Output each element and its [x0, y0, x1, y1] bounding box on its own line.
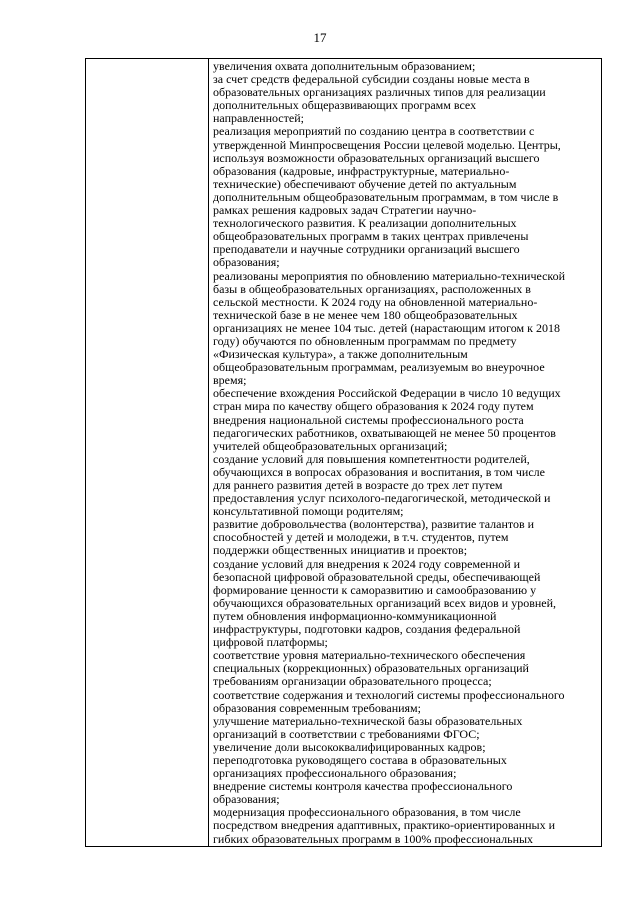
- content-table: [85, 58, 602, 847]
- text-line: стран мира по качеству общего образования к 2024 году путем: [213, 399, 534, 414]
- text-line: консультативной помощи родителям;: [213, 504, 404, 519]
- text-block: [213, 59, 598, 846]
- text-line: утвержденной Минпросвещения России целевой моделью. Центры,: [213, 137, 561, 152]
- text-line: рамках решения кадровых задач Стратегии научно-: [213, 203, 477, 218]
- text-line: дополнительным общеобразовательным программам, в том числе в: [213, 189, 559, 204]
- text-line: «Физическая культура», а также дополнительным: [213, 347, 468, 362]
- text-line: инфраструктуры, подготовки кадров, создания федеральной: [213, 622, 521, 637]
- text-line: образования;: [213, 792, 280, 807]
- text-line: году) обучаются по обновленным программам по предмету: [213, 333, 517, 348]
- text-line: обеспечение вхождения Российской Федерации в число 10 ведущих: [213, 386, 561, 401]
- text-line: учителей общеобразовательных организаций;: [213, 438, 448, 453]
- text-line: образования (кадровые, инфраструктурные, материально-: [213, 163, 510, 178]
- text-line: используя возможности образовательных организаций высшего: [213, 150, 540, 165]
- right-column-cell: [209, 59, 602, 847]
- text-line: обучающихся образовательных организаций всех видов и уровней,: [213, 595, 557, 610]
- text-line: реализация мероприятий по созданию центра в соответствии с: [213, 124, 535, 139]
- text-line: образования современным требованиям;: [213, 700, 421, 715]
- text-line: педагогических работников, охватывающей не менее 50 процентов: [213, 425, 556, 440]
- text-line: соответствие уровня материально-технического обеспечения: [213, 648, 526, 663]
- text-line: обучающихся в вопросах образования и воспитания, в том числе: [213, 464, 545, 479]
- text-line: создание условий для внедрения к 2024 году современной и: [213, 556, 521, 571]
- text-line: организациях не менее 104 тыс. детей (нарастающим итогом к 2018: [213, 320, 560, 335]
- text-line: образовательных организациях различных типов для реализации: [213, 85, 546, 100]
- text-line: соответствие содержания и технологий системы профессионального: [213, 687, 565, 702]
- text-line: преподаватели и научные сотрудники организаций высшего: [213, 242, 520, 257]
- text-line: развитие добровольчества (волонтерства), развитие талантов и: [213, 517, 535, 532]
- text-line: увеличение доли высококвалифицированных кадров;: [213, 739, 486, 754]
- text-line: увеличения охвата дополнительным образованием;: [213, 59, 476, 73]
- text-line: создание условий для повышения компетентности родителей,: [213, 451, 530, 466]
- text-line: дополнительных общеразвивающих программ всех: [213, 98, 477, 113]
- text-line: технические) обеспечивают обучение детей по актуальным: [213, 176, 517, 191]
- text-line: технологического развития. К реализации дополнительных: [213, 216, 517, 231]
- text-line: направленностей;: [213, 111, 304, 126]
- text-line: специальных (коррекционных) образовательных организаций: [213, 661, 529, 676]
- text-line: внедрение системы контроля качества профессионального: [213, 779, 513, 794]
- text-line: цифровой платформы;: [213, 635, 328, 650]
- text-line: общеобразовательных программ в таких центрах привлечены: [213, 229, 529, 244]
- page-number: 17: [313, 30, 327, 45]
- text-line: переподготовка руководящего состава в образовательных: [213, 752, 507, 767]
- text-line: требованиям организации образовательного процесса;: [213, 674, 492, 689]
- text-line: гибких образовательных программ в 100% профессиональных: [213, 831, 534, 846]
- text-line: сельской местности. К 2024 году на обновленной материально-: [213, 294, 538, 309]
- text-line: внедрения национальной системы профессионального роста: [213, 412, 524, 427]
- text-line: базы в общеобразовательных организациях, расположенных в: [213, 281, 531, 296]
- table-row: [86, 59, 602, 847]
- text-line: модернизация профессионального образования, в том числе: [213, 805, 521, 820]
- text-line: время;: [213, 373, 247, 388]
- text-line: образования;: [213, 255, 280, 270]
- text-line: путем обновления информационно-коммуникационной: [213, 608, 497, 623]
- left-column-cell: [86, 59, 209, 847]
- text-line: организациях профессионального образования;: [213, 766, 457, 781]
- text-line: общеобразовательным программам, реализуемым во внеурочное: [213, 360, 545, 375]
- text-line: для раннего развития детей в возрасте до трех лет путем: [213, 478, 503, 492]
- text-line: за счет средств федеральной субсидии созданы новые места в: [213, 72, 530, 87]
- text-line: поддержки общественных инициатив и проектов;: [213, 543, 468, 558]
- text-line: организаций в соответствии с требованиями ФГОС;: [213, 726, 480, 741]
- text-line: формирование ценности к саморазвитию и самообразованию у: [213, 582, 537, 597]
- text-line: предоставления услуг психолого-педагогической, методической и: [213, 491, 551, 506]
- text-line: безопасной цифровой образовательной среды, обеспечивающей: [213, 569, 541, 584]
- text-line: реализованы мероприятия по обновлению материально-технической: [213, 268, 566, 283]
- text-line: улучшение материально-технической базы образовательных: [213, 713, 523, 728]
- text-line: способностей у детей и молодежи, в т.ч. студентов, путем: [213, 530, 509, 545]
- text-line: технической базе в не менее чем 180 общеобразовательных: [213, 307, 518, 322]
- text-line: посредством внедрения адаптивных, практико-ориентированных и: [213, 818, 556, 833]
